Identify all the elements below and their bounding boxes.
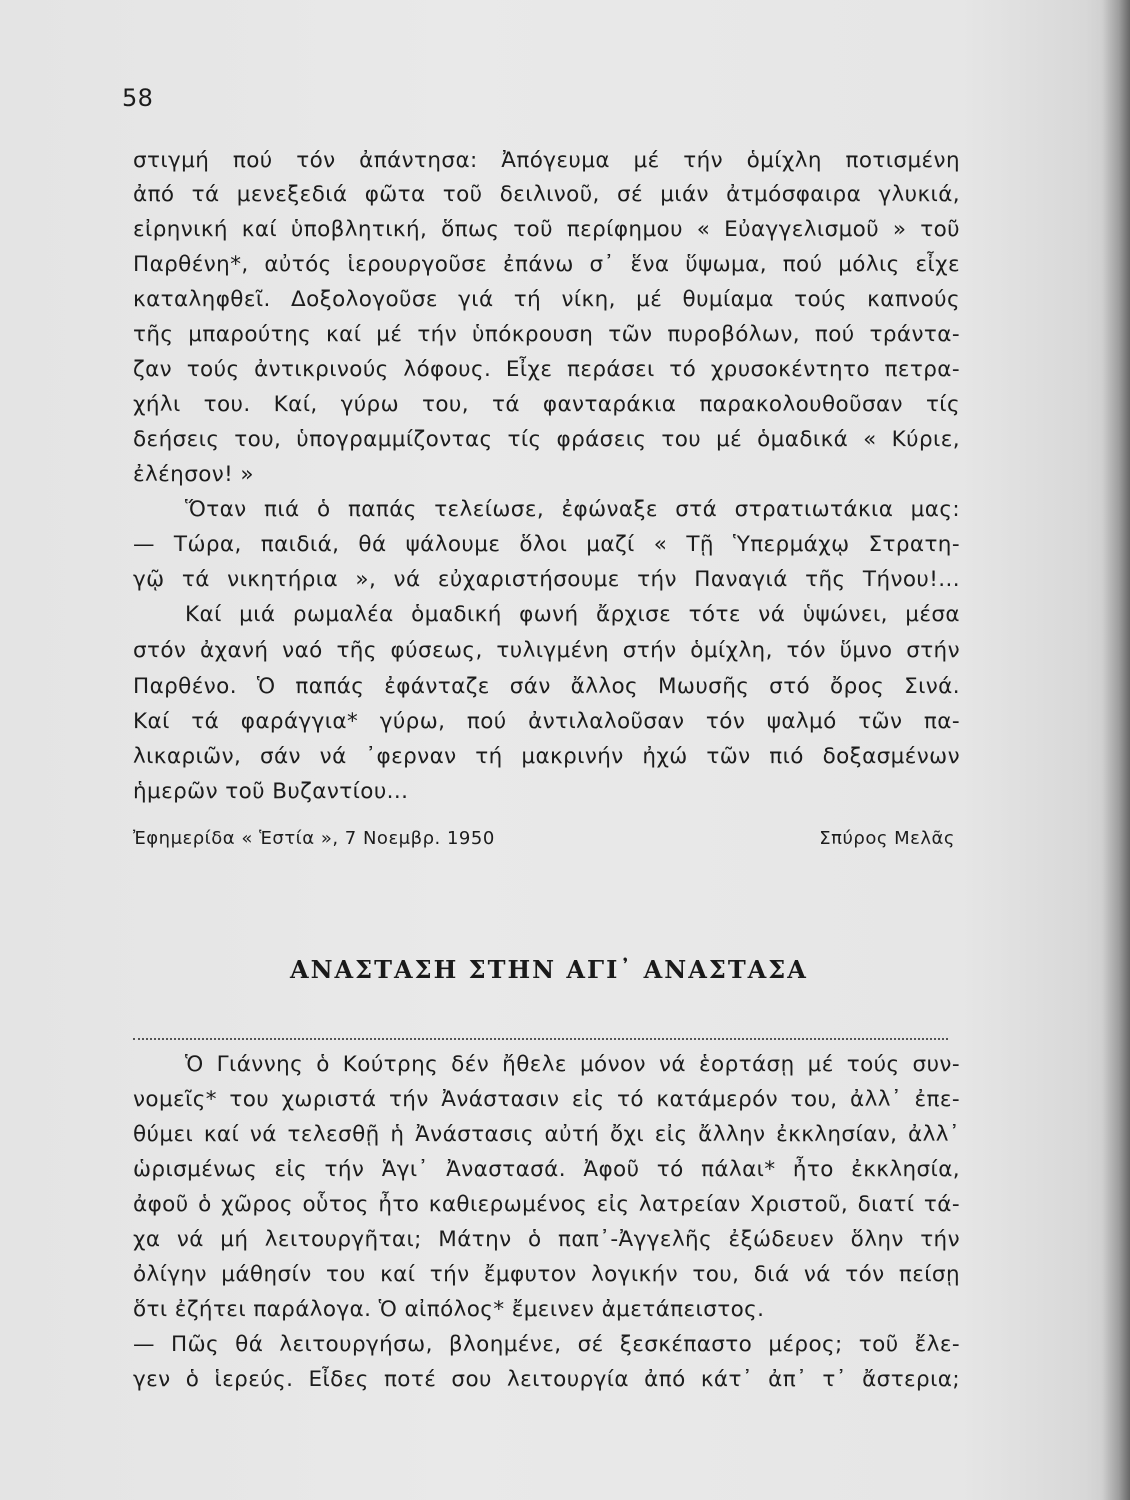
text-line: τῆς μπαρούτης καί μέ τήν ὑπόκρουση τῶν πυροβόλων, πού τράντα- (133, 322, 960, 347)
text-line: νομεῖς* του χωριστά τήν Ἀνάστασιν εἰς τό κατάμερόν του, ἀλλ᾿ ἐπε- (133, 1087, 960, 1112)
text-line: ὀλίγην μάθησίν του καί τήν ἔμφυτον λογικήν του, διά νά τόν πείσῃ (133, 1262, 960, 1287)
text-line: Παρθένη*, αὐτός ἱερουργοῦσε ἐπάνω σ᾿ ἕνα ὕψωμα, πού μόλις εἶχε (133, 252, 960, 277)
text-line: στιγμή πού τόν ἀπάντησα: Ἀπόγευμα μέ τήν ὁμίχλη ποτισμένη (133, 148, 960, 173)
text-line: χα νά μή λειτουργῆται; Μάτην ὁ παπ᾿-Ἀγγελῆς ἐξώδευεν ὅλην τήν (133, 1227, 960, 1252)
text-line: — Πῶς θά λειτουργήσω, βλοημένε, σέ ξεσκέπαστο μέρος; τοῦ ἔλε- (133, 1332, 960, 1357)
source-citation: Ἐφημερίδα « Ἑστία », 7 Νοεμβρ. 1950 (133, 828, 495, 849)
text-line: ἀφοῦ ὁ χῶρος οὗτος ἦτο καθιερωμένος εἰς λατρείαν Χριστοῦ, διατί τά- (133, 1192, 960, 1217)
text-line: — Τώρα, παιδιά, θά ψάλουμε ὅλοι μαζί « Τῇ Ὑπερμάχῳ Στρατη- (133, 532, 960, 557)
text-line: δεήσεις του, ὑπογραμμίζοντας τίς φράσεις του μέ ὁμαδικά « Κύριε, (133, 427, 960, 452)
text-line: γῷ τά νικητήρια », νά εὐχαριστήσουμε τήν Παναγιά τῆς Τήνου!... (133, 567, 960, 592)
text-line: καταληφθεῖ. Δοξολογοῦσε γιά τή νίκη, μέ θυμίαμα τούς καπνούς (133, 287, 960, 312)
text-line: θύμει καί νά τελεσθῇ ἡ Ἀνάστασις αὐτή ὄχι εἰς ἄλλην ἐκκλησίαν, ἀλλ᾿ (133, 1122, 960, 1147)
text-line: χήλι του. Καί, γύρω του, τά φανταράκια παρακολουθοῦσαν τίς (133, 392, 960, 417)
text-line: Ὅταν πιά ὁ παπάς τελείωσε, ἐφώναξε στά στρατιωτάκια μας: (185, 497, 960, 522)
text-line: ζαν τούς ἀντικρινούς λόφους. Εἶχε περάσει τό χρυσοκέντητο πετρα- (133, 357, 960, 382)
text-line: εἰρηνική καί ὑποβλητική, ὅπως τοῦ περίφημου « Εὐαγγελισμοῦ » τοῦ (133, 217, 960, 242)
dotted-divider (133, 1038, 948, 1040)
text-line: ὅτι ἐζήτει παράλογα. Ὁ αἰπόλος* ἔμεινεν ἀμετάπειστος. (133, 1297, 765, 1322)
text-line: Παρθένο. Ὁ παπάς ἐφάνταζε σάν ἄλλος Μωυσῆς στό ὄρος Σινά. (133, 674, 960, 699)
text-line: Καί μιά ρωμαλέα ὁμαδική φωνή ἄρχισε τότε νά ὑψώνει, μέσα (185, 602, 960, 627)
text-line: ἐλέησον! » (133, 462, 254, 487)
section-heading: ΑΝΑΣΤΑΣΗ ΣΤΗΝ ΑΓΙ᾿ ΑΝΑΣΤΑΣΑ (290, 955, 808, 984)
text-line: ἀπό τά μενεξεδιά φῶτα τοῦ δειλινοῦ, σέ μιάν ἀτμόσφαιρα γλυκιά, (133, 182, 960, 207)
text-line: Καί τά φαράγγια* γύρω, πού ἀντιλαλοῦσαν τόν ψαλμό τῶν πα- (133, 709, 960, 734)
text-line: στόν ἀχανή ναό τῆς φύσεως, τυλιγμένη στήν ὁμίχλη, τόν ὕμνο στήν (133, 638, 960, 663)
page-number: 58 (122, 84, 154, 112)
page-spine-shadow (1102, 0, 1130, 1500)
author-name: Σπύρος Μελᾶς (819, 828, 955, 849)
text-line: Ὁ Γιάννης ὁ Κούτρης δέν ἤθελε μόνον νά ἑορτάσῃ μέ τούς συν- (185, 1052, 960, 1077)
text-line: ὡρισμένως εἰς τήν Ἁγι᾿ Ἀναστασά. Ἀφοῦ τό πάλαι* ἦτο ἐκκλησία, (133, 1157, 960, 1182)
text-line: ἡμερῶν τοῦ Βυζαντίου... (133, 779, 409, 804)
text-line: λικαριῶν, σάν νά ᾿φερναν τή μακρινήν ἠχώ τῶν πιό δοξασμένων (133, 744, 960, 769)
text-line: γεν ὁ ἱερεύς. Εἶδες ποτέ σου λειτουργία ἀπό κάτ᾿ ἀπ᾿ τ᾿ ἄστερια; (133, 1367, 960, 1392)
